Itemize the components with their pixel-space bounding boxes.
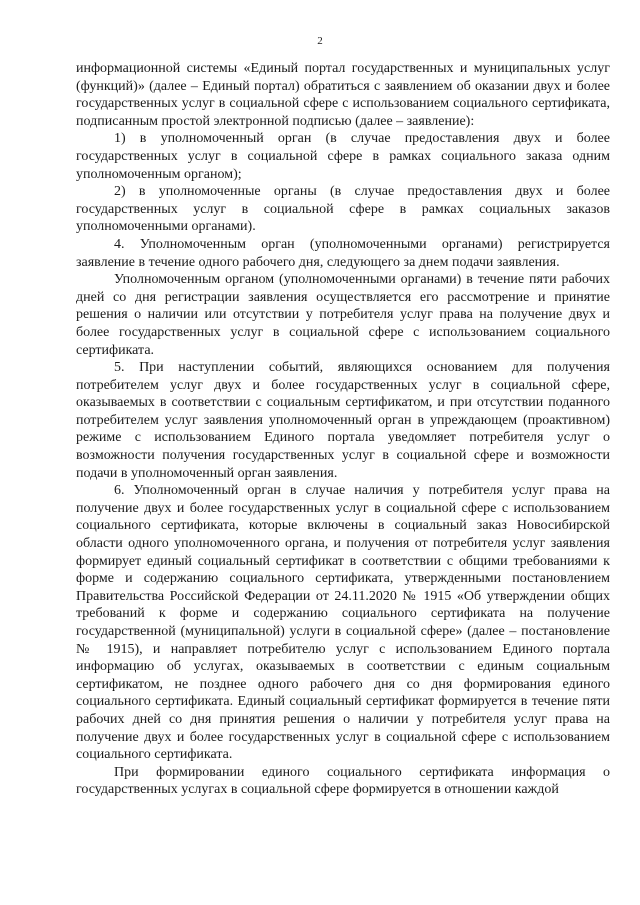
- paragraph-clause-4: 4. Уполномоченным орган (уполномоченными органами) регистрируется заявление в течение одного рабочего дня, следующего за днем подачи заявления.: [76, 236, 610, 270]
- page-number: 2: [317, 35, 323, 47]
- paragraph-clause-6: 6. Уполномоченный орган в случае наличия у потребителя услуг права на получение двух и более государственных услуг в социальной сфере с использованием социального сертификата, которые включены в социальный заказ Новосибирской области одного уполномоченного органа, и получения от потребителя услуг заявления формирует единый социальный сертификат в соответствии с общими требованиями к форме и содержанию социального сертификата, утвержденными постановлением Правительства Российской Федерации от 24.11.2020 № 1915 «Об утверждении общих требований к форме и содержанию социального сертификата на получение государственной (муниципальной) услуги в социальной сфере» (далее – постановление № 1915), и направляет потребителю услуг с использованием Единого портала информацию об услугах, оказываемых в соответствии с единым социальным сертификатом, не позднее одного рабочего дня со дня формирования единого социального сертификата. Единый социальный сертификат формируется в течение пяти рабочих дней со дня принятия решения о наличии у потребителя услуг права на получение двух и более государственных услуг в социальной сфере с использованием социального сертификата.: [76, 483, 610, 763]
- document-body: [76, 60, 610, 799]
- paragraph-item-2: 2) в уполномоченные органы (в случае предоставления двух и более государственных услуг в социальной сфере в рамках социальных заказов уполномоченными органами).: [76, 184, 610, 235]
- paragraph-formation: При формировании единого социального сертификата информация о государственных услугах в социальной сфере формируется в отношении каждой: [76, 764, 610, 798]
- paragraph-review: Уполномоченным органом (уполномоченными органами) в течение пяти рабочих дней со дня регистрации заявления осуществляется его рассмотрение и принятие решения о наличии или отсутствии у потребителя услуг права на получение двух и более государственных услуг в социальной сфере с использованием социального сертификата.: [76, 272, 610, 358]
- paragraph-clause-5: 5. При наступлении событий, являющихся основанием для получения потребителем услуг двух и более государственных услуг в социальной сфере, оказываемых в соответствии с социальным сертификатом, и при отсутствии поданного потребителем услуг заявления уполномоченный орган в упреждающем (проактивном) режиме с использованием Единого портала уведомляет потребителя услуг о возможности получения государственных услуг в социальной сфере и возможности подачи в уполномоченный орган заявления.: [76, 360, 610, 481]
- paragraph-continuation: информационной системы «Единый портал государственных и муниципальных услуг (функций)» (далее – Единый портал) обратиться с заявлением об оказании двух и более государственных услуг в социальной сфере с использованием социального сертификата, подписанным простой электронной подписью (далее – заявление):: [76, 61, 610, 129]
- paragraph-item-1: 1) в уполномоченный орган (в случае предоставления двух и более государственных услуг в социальной сфере в рамках социального заказа одним уполномоченным органом);: [76, 131, 610, 182]
